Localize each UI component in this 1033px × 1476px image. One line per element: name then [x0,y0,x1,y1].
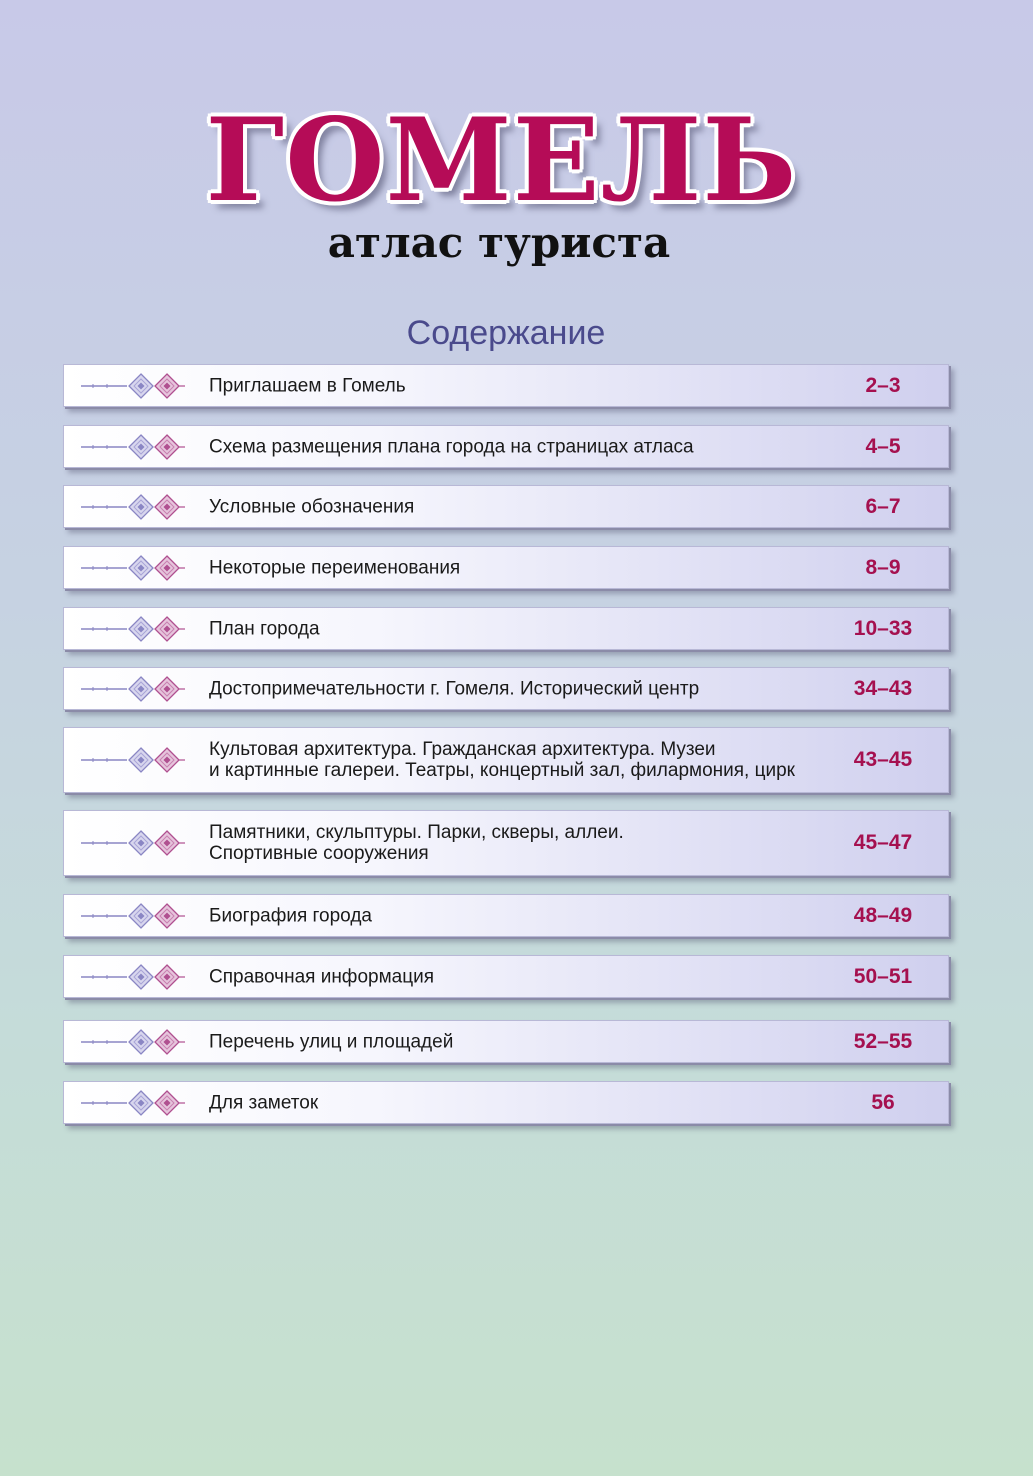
toc-item-sights[interactable] [63,667,949,710]
toc-item-pages: 48–49 [853,903,913,927]
toc-item-label: Условные обозначения [209,496,415,517]
ornament-icon [79,674,187,704]
toc-item-label: Перечень улиц и площадей [209,1031,454,1052]
ornament-icon [79,1027,187,1057]
toc-item-label: Справочная информация [209,966,434,987]
toc-item-label: Некоторые переименования [209,557,461,578]
toc-item-label: Культовая архитектура. Гражданская архитектура. Музеи и картинные галереи. Театры, концертный зал, филармония, цирк [209,739,795,781]
toc-item-pages: 6–7 [865,494,901,518]
toc-item-label: Биография города [209,905,372,926]
toc-item-streets-list[interactable] [63,1020,949,1063]
ornament-icon [79,371,187,401]
toc-item-label: Памятники, скульптуры. Парки, скверы, аллеи. Спортивные сооружения [209,822,624,864]
toc-item-invitation[interactable] [63,364,949,407]
toc-item-pages: 4–5 [865,434,901,458]
toc-item-pages: 10–33 [853,616,913,640]
contents-heading: Содержание [406,314,606,352]
toc-item-reference-info[interactable] [63,955,949,998]
toc-item-label: План города [209,618,320,639]
ornament-icon [79,745,187,775]
toc-item-pages: 34–43 [853,676,913,700]
toc-item-map-layout[interactable] [63,425,949,468]
toc-item-monuments[interactable] [63,810,949,876]
toc-item-architecture[interactable] [63,727,949,793]
atlas-subtitle: атлас туриста [327,218,671,267]
ornament-icon [79,553,187,583]
toc-item-pages: 8–9 [865,555,901,579]
ornament-icon [79,492,187,522]
toc-item-pages: 50–51 [853,964,913,988]
toc-item-pages: 45–47 [853,831,913,854]
ornament-icon [79,962,187,992]
atlas-title: ГОМЕЛЬ [205,93,798,227]
toc-item-label: Для заметок [209,1092,319,1113]
ornament-icon [79,901,187,931]
toc-item-label: Схема размещения плана города на страницах атласа [209,436,694,457]
toc-item-label: Приглашаем в Гомель [209,375,406,396]
ornament-icon [79,1088,187,1118]
toc-item-renamings[interactable] [63,546,949,589]
toc-item-notes[interactable] [63,1081,949,1124]
toc-item-biography[interactable] [63,894,949,937]
ornament-icon [79,614,187,644]
toc-item-pages: 43–45 [853,748,913,771]
toc-item-pages: 56 [871,1090,895,1114]
toc-item-pages: 2–3 [865,373,901,397]
toc-item-city-plan[interactable] [63,607,949,650]
toc-item-legend[interactable] [63,485,949,528]
ornament-icon [79,828,187,858]
toc-item-label: Достопримечательности г. Гомеля. Исторический центр [209,678,700,699]
ornament-icon [79,432,187,462]
toc-item-pages: 52–55 [853,1029,913,1053]
